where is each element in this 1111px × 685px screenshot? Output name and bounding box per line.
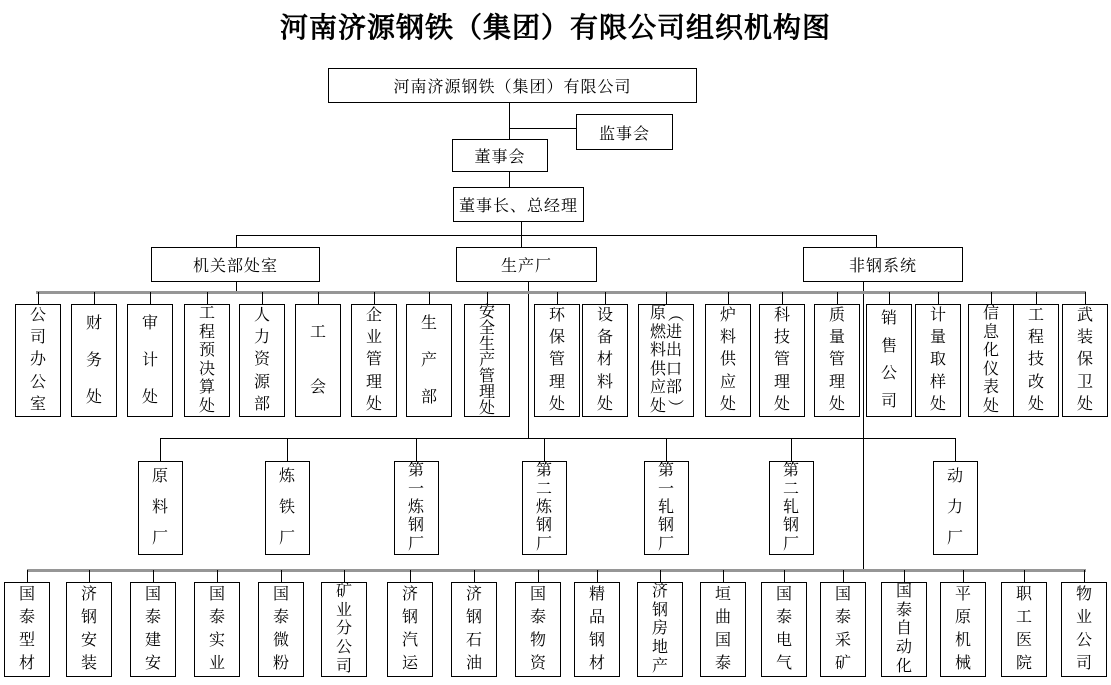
subsidiaries-rail-line xyxy=(27,569,1086,572)
connector-stub-line xyxy=(889,292,890,304)
department-box: 环 保 管 理 处 xyxy=(534,304,580,417)
connector-stub-line xyxy=(1084,570,1085,582)
branch-admin-box: 机关部处室 xyxy=(151,247,320,282)
connector-stub-line xyxy=(410,570,411,582)
department-box: 科 技 管 理 处 xyxy=(759,304,805,417)
connector-stub-line xyxy=(217,570,218,582)
subsidiary-box: 精 品 钢 材 xyxy=(574,582,620,677)
departments-rail-line xyxy=(36,291,1086,294)
connector-line xyxy=(876,235,877,247)
connector-stub-line xyxy=(89,570,90,582)
connector-stub-line xyxy=(728,292,729,304)
subsidiary-box: 矿 业 分 公 司 xyxy=(321,582,367,677)
plants-rail-line xyxy=(160,438,955,439)
connector-stub-line xyxy=(429,292,430,304)
connector-stub-line xyxy=(843,570,844,582)
connector-line xyxy=(509,103,510,139)
company-root-box: 河南济源钢铁（集团）有限公司 xyxy=(328,68,697,103)
subsidiary-box: 国 泰 实 业 xyxy=(194,582,240,677)
connector-stub-line xyxy=(1024,570,1025,582)
connector-stub-line xyxy=(791,438,792,461)
connector-stub-line xyxy=(160,438,161,461)
department-box: 销 售 公 司 xyxy=(866,304,912,417)
page-title: 河南济源钢铁（集团）有限公司组织机构图 xyxy=(279,13,831,44)
connector-stub-line xyxy=(150,292,151,304)
subsidiary-box: 济 钢 石 油 xyxy=(451,582,497,677)
connector-stub-line xyxy=(1036,292,1037,304)
department-box: 计 量 取 样 处 xyxy=(915,304,961,417)
plant-box: 动 力 厂 xyxy=(933,461,978,555)
subsidiary-box: 物 业 公 司 xyxy=(1061,582,1107,677)
connector-stub-line xyxy=(344,570,345,582)
connector-stub-line xyxy=(287,438,288,461)
connector-stub-line xyxy=(1085,292,1086,304)
connector-stub-line xyxy=(94,292,95,304)
subsidiary-box: 国 泰 微 粉 xyxy=(258,582,304,677)
connector-stub-line xyxy=(27,570,28,582)
connector-line xyxy=(509,128,576,129)
connector-stub-line xyxy=(784,570,785,582)
branch-production-box: 生产厂 xyxy=(456,247,597,282)
connector-stub-line xyxy=(544,438,545,461)
connector-stub-line xyxy=(262,292,263,304)
connector-stub-line xyxy=(557,292,558,304)
plant-box: 第 二 轧 钢 厂 xyxy=(769,461,814,555)
plant-box: 原 料 厂 xyxy=(138,461,183,555)
connector-stub-line xyxy=(991,292,992,304)
board-of-directors-box: 董事会 xyxy=(452,139,548,172)
connector-stub-line xyxy=(660,570,661,582)
connector-stub-line xyxy=(374,292,375,304)
connector-line xyxy=(509,172,510,187)
connector-stub-line xyxy=(605,292,606,304)
connector-stub-line xyxy=(153,570,154,582)
department-box: 审 计 处 xyxy=(127,304,173,417)
department-box: 公 司 办 公 室 xyxy=(15,304,61,417)
connector-stub-line xyxy=(938,292,939,304)
connector-stub-line xyxy=(474,570,475,582)
department-box: 质 量 管 理 处 xyxy=(814,304,860,417)
connector-stub-line xyxy=(538,570,539,582)
connector-stub-line xyxy=(487,292,488,304)
department-box: 武 装 保 卫 处 xyxy=(1062,304,1108,417)
connector-stub-line xyxy=(666,292,667,304)
connector-stub-line xyxy=(666,438,667,461)
subsidiary-box: 职 工 医 院 xyxy=(1001,582,1047,677)
supervisory-board-box: 监事会 xyxy=(576,114,673,150)
connector-stub-line xyxy=(416,438,417,461)
department-box: 企 业 管 理 处 xyxy=(351,304,397,417)
branch-non-steel-box: 非钢系统 xyxy=(803,247,963,282)
connector-stub-line xyxy=(38,292,39,304)
connector-stub-line xyxy=(207,292,208,304)
department-box: 炉 料 供 应 处 xyxy=(705,304,751,417)
plant-box: 第 一 轧 钢 厂 xyxy=(644,461,689,555)
subsidiary-box: 济 钢 房 地 产 xyxy=(637,582,683,677)
subsidiary-box: 国 泰 型 材 xyxy=(4,582,50,677)
subsidiary-box: 济 钢 安 装 xyxy=(66,582,112,677)
department-box: 人 力 资 源 部 xyxy=(239,304,285,417)
plant-box: 炼 铁 厂 xyxy=(265,461,310,555)
department-box: 工 程 技 改 处 xyxy=(1013,304,1059,417)
department-box: 财 务 处 xyxy=(71,304,117,417)
connector-stub-line xyxy=(837,292,838,304)
subsidiary-box: 国 泰 采 矿 xyxy=(820,582,866,677)
connector-line xyxy=(236,235,237,247)
chairman-general-manager-box: 董事长、总经理 xyxy=(453,187,584,222)
subsidiary-box: 济 钢 汽 运 xyxy=(387,582,433,677)
department-box: 工 程 预 决 算 处 xyxy=(184,304,230,417)
subsidiary-box: 国 泰 建 安 xyxy=(130,582,176,677)
connector-line xyxy=(863,282,864,570)
connector-stub-line xyxy=(904,570,905,582)
connector-line xyxy=(236,235,876,236)
subsidiary-box: 国 泰 电 气 xyxy=(761,582,807,677)
connector-stub-line xyxy=(955,438,956,461)
connector-stub-line xyxy=(318,292,319,304)
connector-stub-line xyxy=(597,570,598,582)
connector-stub-line xyxy=(782,292,783,304)
department-box: 设 备 材 料 处 xyxy=(582,304,628,417)
plant-box: 第 一 炼 钢 厂 xyxy=(394,461,439,555)
connector-stub-line xyxy=(723,570,724,582)
department-box: 原 燃 料 供 应 处 （ 进 出 口 部 ） xyxy=(638,304,694,417)
connector-stub-line xyxy=(963,570,964,582)
connector-stub-line xyxy=(281,570,282,582)
department-box: 信 息 化 仪 表 处 xyxy=(968,304,1014,417)
department-box: 安 全 生 产 管 理 处 xyxy=(464,304,510,417)
department-box: 生 产 部 xyxy=(406,304,452,417)
connector-line xyxy=(528,282,529,438)
subsidiary-box: 国 泰 物 资 xyxy=(515,582,561,677)
plant-box: 第 二 炼 钢 厂 xyxy=(522,461,567,555)
subsidiary-box: 国 泰 自 动 化 xyxy=(881,582,927,677)
department-box: 工 会 xyxy=(295,304,341,417)
subsidiary-box: 平 原 机 械 xyxy=(940,582,986,677)
subsidiary-box: 垣 曲 国 泰 xyxy=(700,582,746,677)
